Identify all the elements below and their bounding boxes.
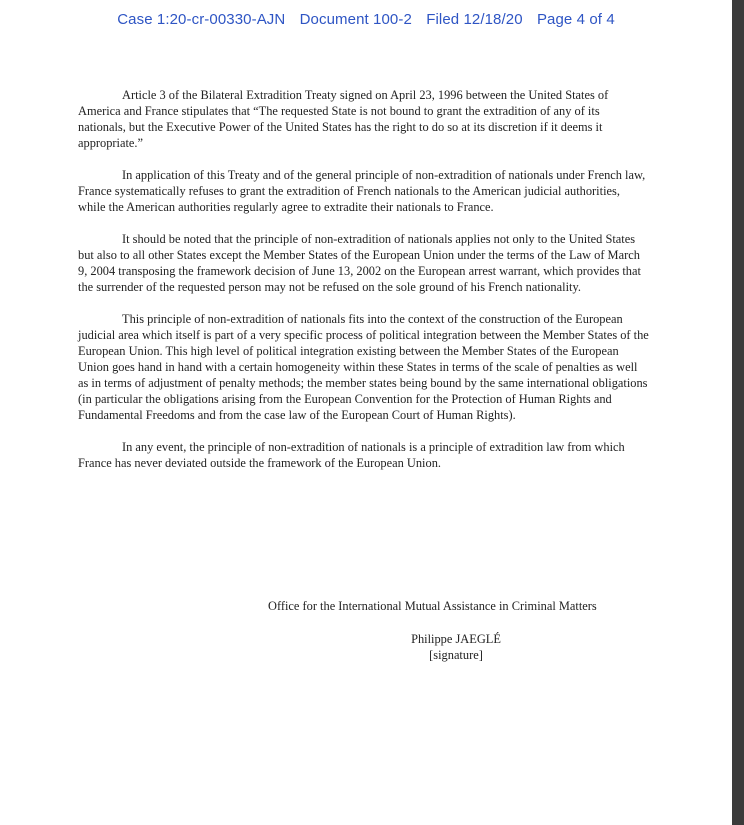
signature-office: Office for the International Mutual Assistance in Criminal Matters [268,599,597,613]
document-number: Document 100-2 [299,11,412,28]
paragraph-5: In any event, the principle of non-extradition of nationals is a principle of extradition law from which France has never deviated outside the framework of the European Union. [78,440,625,470]
paragraph-3: It should be noted that the principle of non-extradition of nationals applies not only to the United States but also to all other States except the Member States of the European Union under the terms of the Law of March 9, 2004 transposing the framework decision of June 13, 2002 on the European arrest warrant, which provides that the surrender of the requested person may not be refused on the sole ground of his French nationality. [78,232,641,294]
filed-date: Filed 12/18/20 [426,11,523,28]
document-body [78,87,650,487]
signature-block [396,631,516,663]
paragraph-1: Article 3 of the Bilateral Extradition Treaty signed on April 23, 1996 between the United States of America and France stipulates that “The requested State is not bound to grant the extradition of any of its nationals, but the Executive Power of the United States has the right to do so at its discretion if it deems it appropriate.” [78,88,609,150]
case-header [0,11,732,28]
page-number: Page 4 of 4 [536,11,615,28]
paragraph-4: This principle of non-extradition of nationals fits into the context of the construction of the European judicial area which itself is part of a very specific process of political integration between the Member States of the European Union. This high level of political integration existing between the Member States of the European Union goes hand in hand with a certain homogeneity within these States in terms of the scale of penalties as well as in terms of adjustment of penalty methods; the member states being bound by the same international obligations (in particular the obligations arising from the European Convention for the Protection of Human Rights and Fundamental Freedoms and from the case law of the European Court of Human Rights). [78,312,649,422]
signatory-name: Philippe JAEGLÉ [411,632,501,646]
paragraph-2: In application of this Treaty and of the general principle of non-extradition of nationals under French law, France systematically refuses to grant the extradition of French nationals to the American judicial authorities, while the American authorities regularly agree to extradite their nationals to France. [78,168,646,214]
signature-note: [signature] [429,648,483,662]
case-number: Case 1:20-cr-00330-AJN [117,11,286,28]
viewer-scroll-track[interactable] [732,0,744,825]
